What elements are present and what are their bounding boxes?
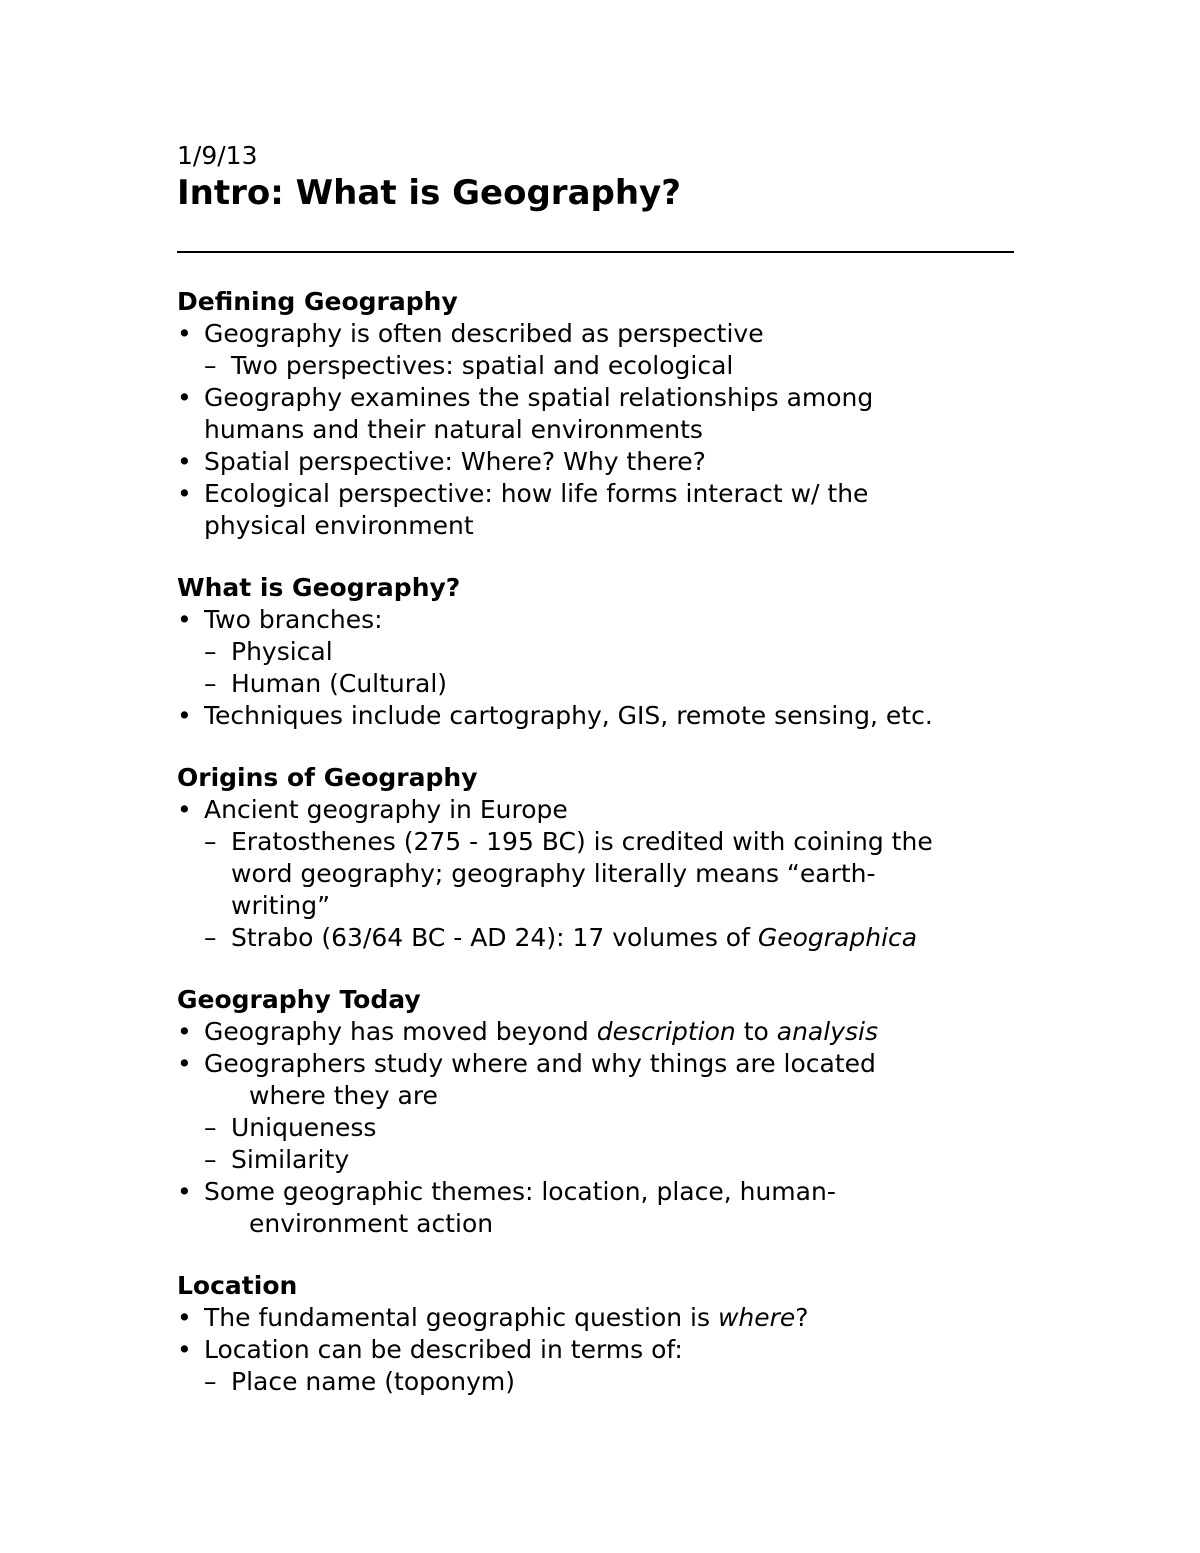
bullet-continuation: physical environment [204,511,474,540]
bullet-text: Geography has moved beyond [204,1017,597,1046]
bullet-marker: • [177,1335,192,1364]
document-title: Intro: What is Geography? [177,173,681,213]
bullet-marker: • [177,1049,192,1078]
bullet-marker: • [177,479,192,508]
emphasis-text: analysis [776,1017,878,1046]
document-page [177,140,1017,1428]
sub-bullet-continuation: word geography; geography literally means “earth- [231,859,876,888]
title-divider [177,251,1014,253]
section-defining-geography [177,286,1017,542]
sub-bullet-text: Two perspectives: spatial and ecological [231,351,734,380]
section-origins-of-geography [177,762,1017,954]
bullet-item [177,1048,1017,1080]
bullet-marker: • [177,1303,192,1332]
sub-bullet-item [177,350,1017,382]
emphasis-text: where [717,1303,796,1332]
bullet-item [177,446,1017,478]
dash-marker: – [204,1113,217,1142]
dash-marker: – [204,1367,217,1396]
bullet-text: Location can be described in terms of: [204,1335,683,1364]
bullet-marker: • [177,701,192,730]
bullet-item [177,318,1017,350]
bullet-marker: • [177,319,192,348]
sub-bullet-text: Uniqueness [231,1113,377,1142]
dash-marker: – [204,827,217,856]
sub-bullet-item [177,1112,1017,1144]
sub-bullet-item [177,1366,1017,1398]
bullet-continuation: environment action [249,1209,494,1238]
bullet-text: ? [795,1303,809,1332]
bullet-continuation: where they are [249,1081,438,1110]
sub-bullet-continuation: writing” [231,891,331,920]
sub-bullet-text: Physical [231,637,333,666]
bullet-text: Ancient geography in Europe [204,795,568,824]
bullet-item [177,1302,1017,1334]
bullet-continuation: humans and their natural environments [204,415,703,444]
sub-bullet-text: Eratosthenes (275 - 195 BC) is credited with coining the [231,827,933,856]
section-heading: Location [177,1271,298,1300]
section-geography-today [177,984,1017,1240]
lecture-date: 1/9/13 [177,141,258,170]
bullet-item [177,700,1017,732]
bullet-text: The fundamental geographic question is [204,1303,718,1332]
bullet-item [177,604,1017,636]
bullet-marker: • [177,1177,192,1206]
bullet-item [177,382,1017,414]
bullet-text: to [735,1017,777,1046]
book-title: Geographica [757,923,918,952]
sub-bullet-text: Place name (toponym) [231,1367,516,1396]
sub-bullet-text: Strabo (63/64 BC - AD 24): 17 volumes of [231,923,758,952]
dash-marker: – [204,923,217,952]
dash-marker: – [204,637,217,666]
section-location [177,1270,1017,1398]
bullet-text: Geography examines the spatial relationships among [204,383,874,412]
bullet-text: Spatial perspective: Where? Why there? [204,447,706,476]
bullet-item [177,1176,1017,1208]
sub-bullet-text: Similarity [231,1145,350,1174]
sub-bullet-item [177,826,1017,858]
bullet-text: Geography is often described as perspective [204,319,764,348]
sub-bullet-text: Human (Cultural) [231,669,448,698]
bullet-marker: • [177,795,192,824]
sub-bullet-item [177,1144,1017,1176]
bullet-marker: • [177,1017,192,1046]
bullet-marker: • [177,447,192,476]
section-heading: Defining Geography [177,287,458,316]
bullet-marker: • [177,383,192,412]
emphasis-text: description [596,1017,736,1046]
section-heading: Origins of Geography [177,763,478,792]
bullet-item [177,478,1017,510]
section-what-is-geography [177,572,1017,732]
sub-bullet-item [177,668,1017,700]
section-heading: What is Geography? [177,573,461,602]
bullet-text: Geographers study where and why things are located [204,1049,876,1078]
bullet-text: Two branches: [204,605,383,634]
section-heading: Geography Today [177,985,421,1014]
sub-bullet-item [177,922,1017,954]
bullet-text: Techniques include cartography, GIS, remote sensing, etc. [204,701,933,730]
dash-marker: – [204,351,217,380]
bullet-item [177,1016,1017,1048]
bullet-text: Some geographic themes: location, place, human- [204,1177,836,1206]
dash-marker: – [204,1145,217,1174]
dash-marker: – [204,669,217,698]
bullet-item [177,1334,1017,1366]
bullet-item [177,794,1017,826]
sub-bullet-item [177,636,1017,668]
bullet-marker: • [177,605,192,634]
bullet-text: Ecological perspective: how life forms interact w/ the [204,479,869,508]
